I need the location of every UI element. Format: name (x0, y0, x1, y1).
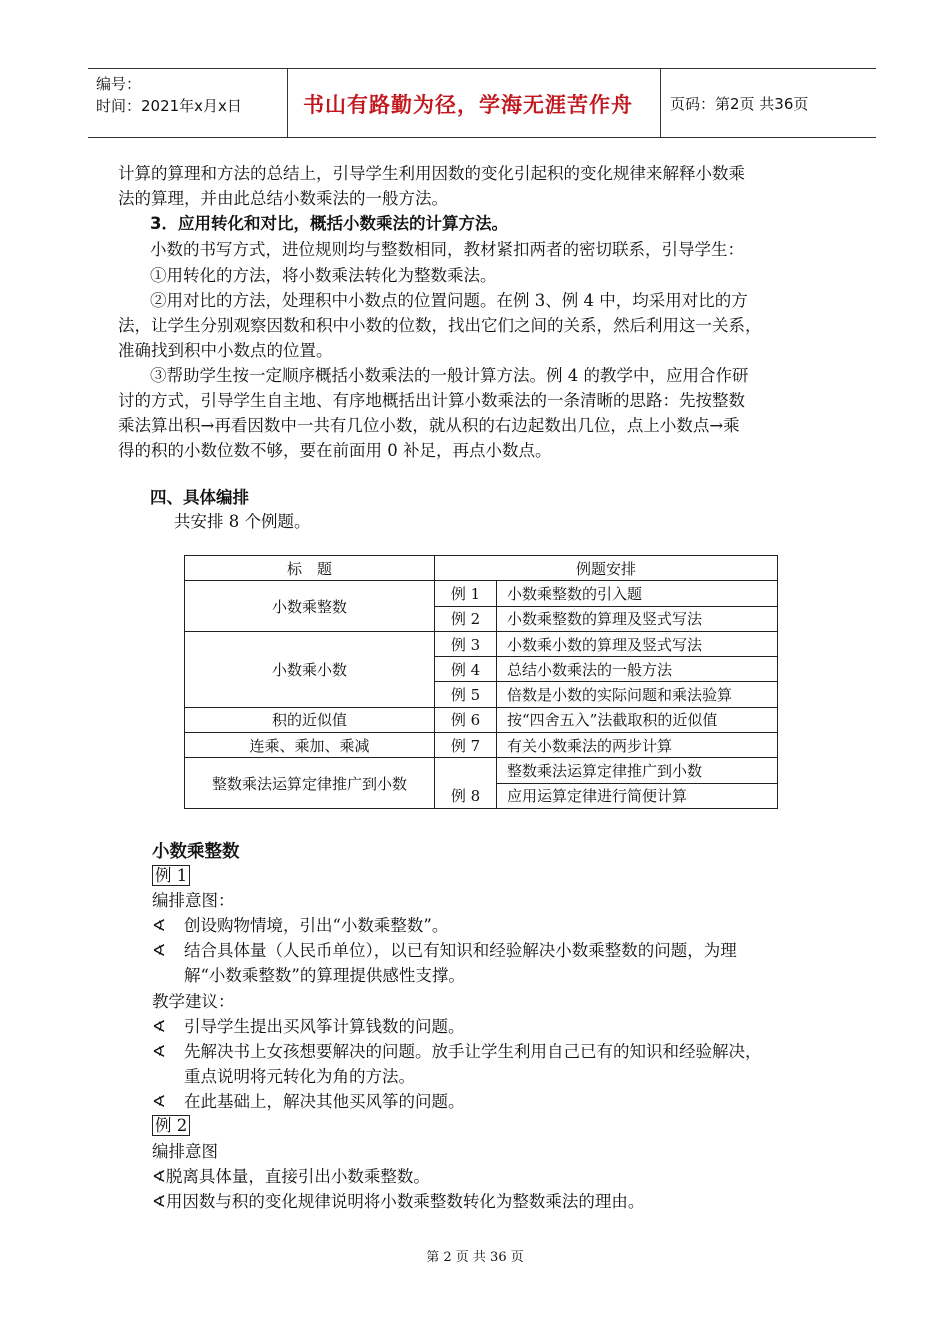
arrow-bullet-icon: ∢ (152, 941, 166, 960)
ex1-suggest-item (152, 1038, 762, 1062)
example2-box: 例 2 (152, 1115, 190, 1136)
example-desc: 小数乘整数的引入题 (497, 581, 778, 606)
ex2-intent-label: 编排意图 (152, 1142, 218, 1161)
arrow-bullet-icon: ∢ (152, 1042, 166, 1061)
ex1-intent-item (152, 912, 448, 936)
table-header-examples: 例题安排 (435, 556, 778, 581)
example-desc: 有关小数乘法的两步计算 (497, 733, 778, 758)
example-desc: 应用运算定律进行简便计算 (497, 783, 778, 808)
example-id: 例 8 (435, 758, 497, 809)
section3-line: 得的积的小数位数不够，要在前面用 0 补足，再点小数点。 (118, 441, 552, 460)
section3-line: ③帮助学生按一定顺序概括小数乘法的一般计算方法。例 4 的教学中，应用合作研 (150, 366, 749, 385)
arrow-bullet-icon: ∢ (152, 1017, 166, 1036)
intro-line: 法的算理，并由此总结小数乘法的一般方法。 (118, 189, 448, 208)
group-title: 积的近似值 (185, 707, 435, 732)
header-motto: 书山有路勤为径，学海无涯苦作舟 (303, 93, 633, 117)
example-desc: 总结小数乘法的一般方法 (497, 657, 778, 682)
header-divider (660, 69, 661, 137)
example-id: 例 2 (435, 606, 497, 631)
table-row (185, 707, 778, 732)
group-title: 连乘、乘加、乘减 (185, 733, 435, 758)
ex1-intent-text: 结合具体量（人民币单位），以已有知识和经验解决小数乘整数的问题，为理 (184, 941, 737, 960)
group-title: 小数乘小数 (185, 631, 435, 707)
table-row (185, 581, 778, 606)
section3-line: 讨的方式，引导学生自主地、有序地概括出计算小数乘法的一条清晰的思路：先按整数 (118, 391, 745, 410)
section3-line: ①用转化的方法，将小数乘法转化为整数乘法。 (150, 266, 497, 285)
ex1-intent-text: 创设购物情境，引出“小数乘整数”。 (184, 916, 449, 935)
example-id: 例 5 (435, 682, 497, 707)
section3-line: 法，让学生分别观察因数和积中小数的位数，找出它们之间的关系，然后利用这一关系， (118, 316, 762, 335)
ex1-intent-item (152, 937, 737, 961)
table-header-row (185, 556, 778, 581)
ex1-suggest-text: 在此基础上，解决其他买风筝的问题。 (184, 1092, 465, 1111)
ex1-intent-label: 编排意图： (152, 891, 235, 910)
example-desc: 整数乘法运算定律推广到小数 (497, 758, 778, 783)
section3-line: 乘法算出积→再看因数中一共有几位小数，就从积的右边起数出几位，点上小数点→乘 (118, 416, 740, 435)
section4-heading: 四、具体编排 (150, 488, 249, 507)
header-divider (287, 69, 288, 137)
ex1-intent-text: 解“小数乘整数”的算理提供感性支撑。 (184, 966, 465, 985)
ex2-intent-item (152, 1188, 644, 1212)
example-desc: 小数乘小数的算理及竖式写法 (497, 631, 778, 656)
group-title: 小数乘整数 (185, 581, 435, 632)
arrangement-table (184, 555, 778, 809)
example1-label (152, 862, 190, 886)
example-desc: 按“四舍五入”法截取积的近似值 (497, 707, 778, 732)
ex1-suggest-text: 先解决书上女孩想要解决的问题。放手让学生利用自己已有的知识和经验解决， (184, 1042, 762, 1061)
ex1-suggest-item (152, 1088, 465, 1112)
intro-line: 计算的算理和方法的总结上，引导学生利用因数的变化引起积的变化规律来解释小数乘 (118, 164, 745, 183)
section3-heading: 3．应用转化和对比，概括小数乘法的计算方法。 (150, 214, 508, 233)
example-id: 例 7 (435, 733, 497, 758)
table-row (185, 733, 778, 758)
table-row (185, 758, 778, 783)
example-id: 例 3 (435, 631, 497, 656)
unit-heading: 小数乘整数 (152, 842, 240, 862)
example-desc: 倍数是小数的实际问题和乘法验算 (497, 682, 778, 707)
example-desc: 小数乘整数的算理及竖式写法 (497, 606, 778, 631)
example-id: 例 4 (435, 657, 497, 682)
section3-line: 小数的书写方式，进位规则均与整数相同，教材紧扣两者的密切联系，引导学生： (150, 240, 744, 259)
arrow-bullet-icon: ∢ (152, 1192, 166, 1211)
section3-line: 准确找到积中小数点的位置。 (118, 341, 333, 360)
arrow-bullet-icon: ∢ (152, 916, 166, 935)
section3-line: ②用对比的方法，处理积中小数点的位置问题。在例 3、例 4 中，均采用对比的方 (150, 291, 748, 310)
table-row (185, 631, 778, 656)
example2-label (152, 1112, 190, 1136)
ex2-intent-text: 用因数与积的变化规律说明将小数乘整数转化为整数乘法的理由。 (165, 1192, 645, 1211)
page-footer: 第 2 页 共 36 页 (426, 1250, 524, 1265)
ex1-suggest-text: 重点说明将元转化为角的方法。 (184, 1067, 415, 1086)
example1-box: 例 1 (152, 865, 190, 886)
section4-summary: 共安排 8 个例题。 (174, 512, 311, 531)
ex1-suggest-text: 引导学生提出买风筝计算钱数的问题。 (184, 1017, 465, 1036)
example-id: 例 1 (435, 581, 497, 606)
number-label: 编号： (96, 75, 142, 93)
table-header-title: 标 题 (185, 556, 435, 581)
example-id: 例 6 (435, 707, 497, 732)
ex2-intent-item (152, 1163, 430, 1187)
page-header (88, 68, 876, 138)
group-title: 整数乘法运算定律推广到小数 (185, 758, 435, 809)
arrow-bullet-icon: ∢ (152, 1167, 166, 1186)
header-page-label: 页码：第2页 共36页 (670, 95, 809, 113)
ex2-intent-text: 脱离具体量，直接引出小数乘整数。 (165, 1167, 430, 1186)
ex1-suggest-item (152, 1013, 465, 1037)
header-meta (96, 73, 242, 117)
arrow-bullet-icon: ∢ (152, 1092, 166, 1111)
ex1-suggest-label: 教学建议： (152, 992, 235, 1011)
time-label: 时间：2021年x月x日 (96, 97, 242, 115)
